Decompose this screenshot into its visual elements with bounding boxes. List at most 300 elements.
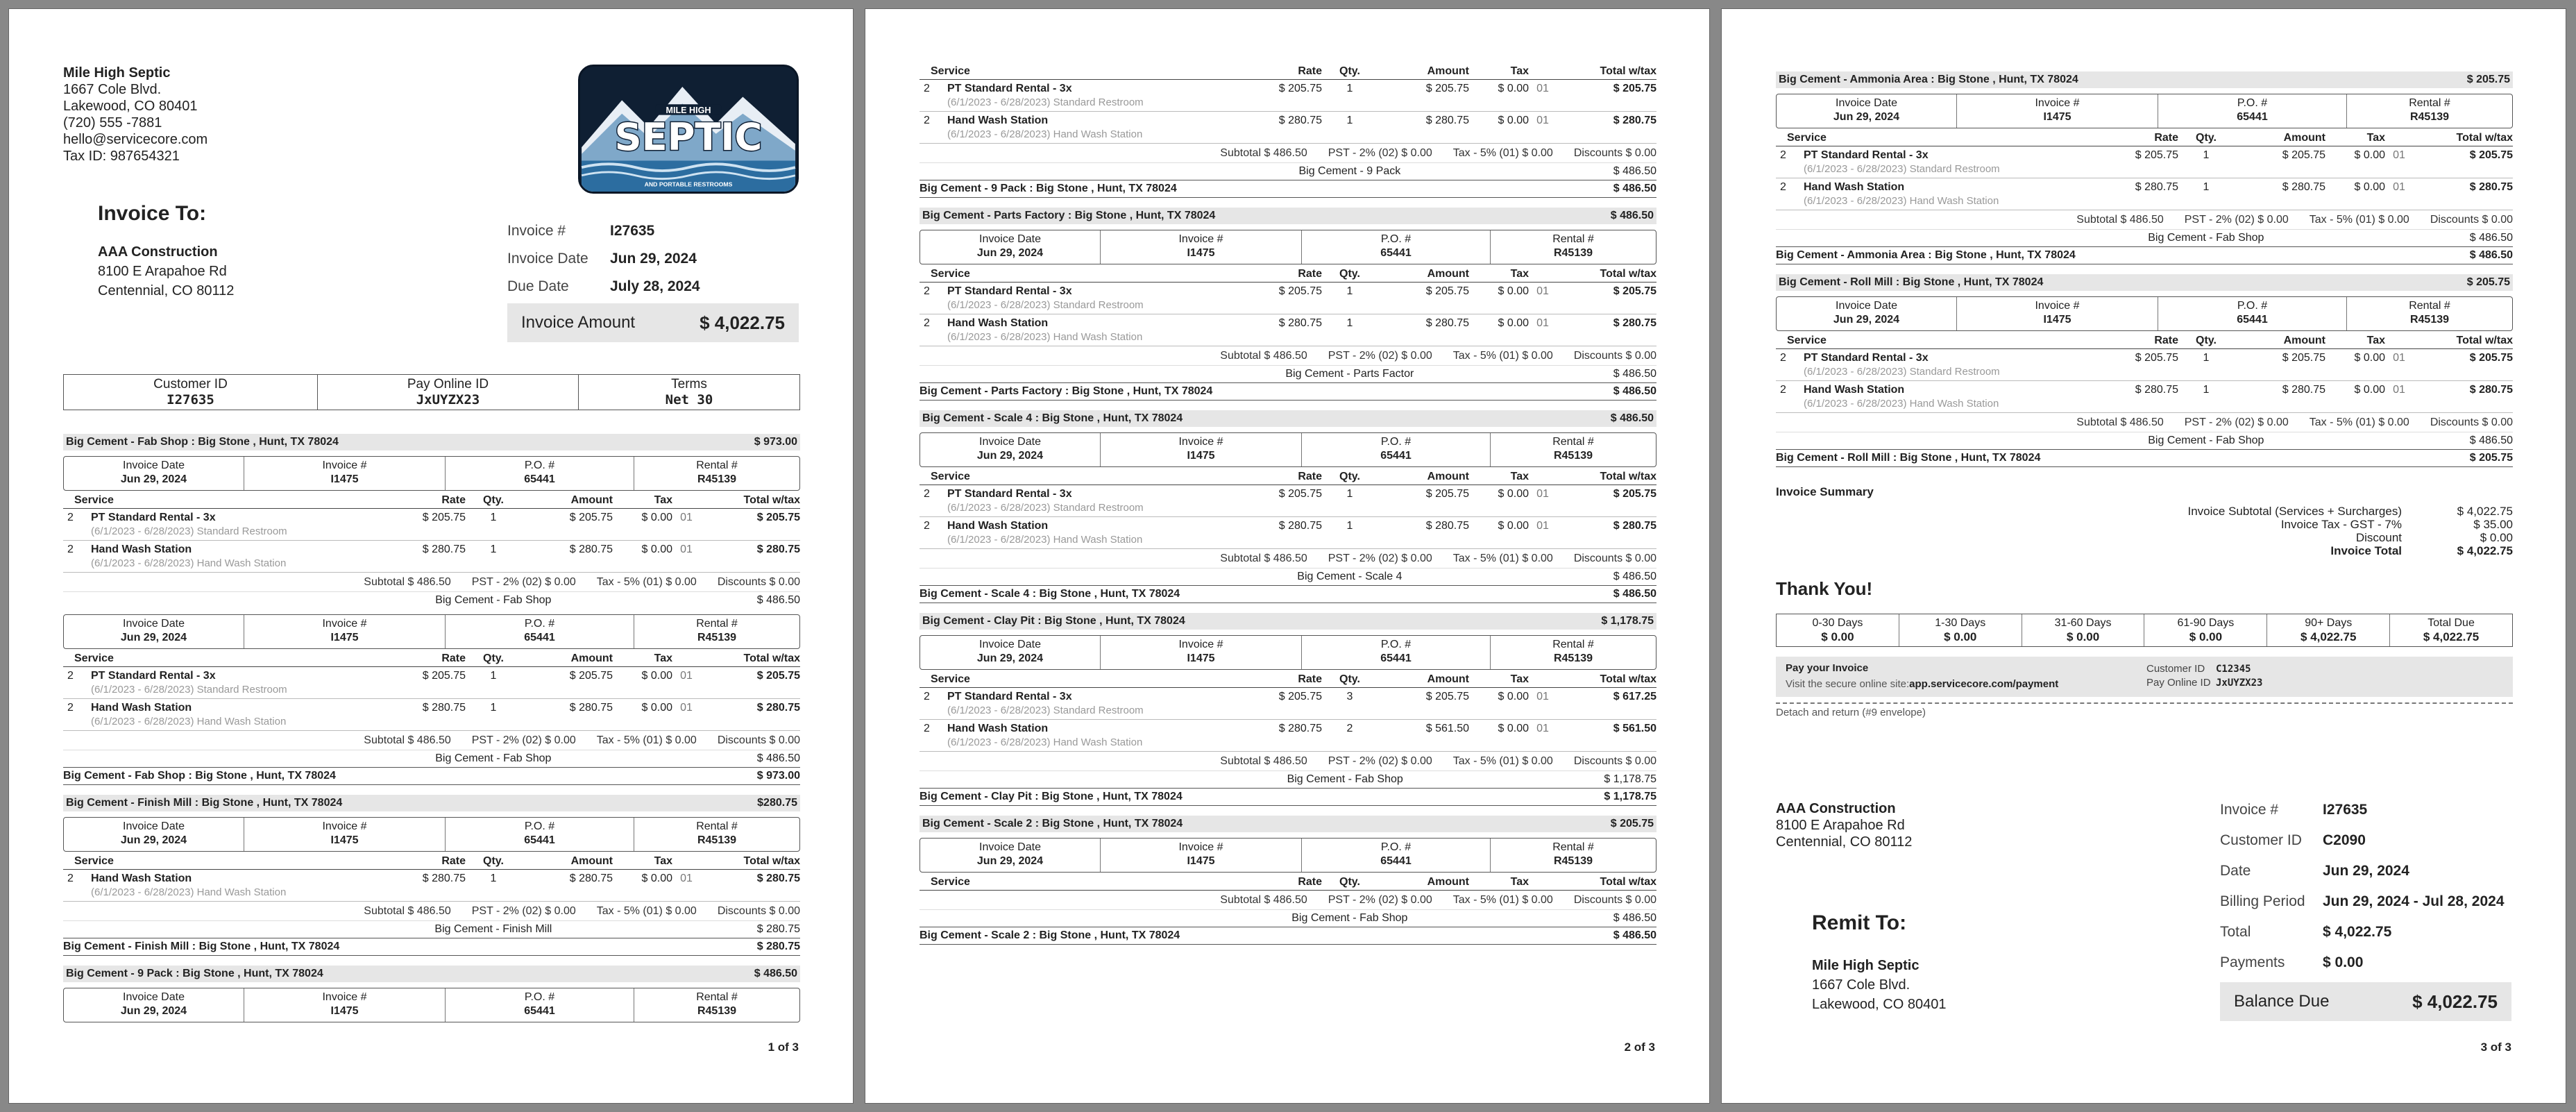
service-total: $ 280.75 [756,873,800,884]
invoice-number: I27635 [610,223,655,239]
summary-value: $ 35.00 [2473,518,2513,531]
subtotal: Subtotal $ 486.50 [364,734,451,746]
service-qty: 3 [1346,691,1353,702]
tax: Tax - 5% (01) $ 0.00 [1452,755,1553,767]
group-name: Big Cement - Fab Shop [435,752,552,764]
location-end-total: $ 486.50 [1613,929,1656,941]
service-amount: $ 280.75 [1425,520,1469,532]
group-amount: $ 486.50 [1613,165,1656,177]
discounts: Discounts $ 0.00 [717,575,800,588]
remit-street: 1667 Cole Blvd. [1812,977,1910,993]
customer-id-row [63,374,800,410]
logo-sub-text: AND PORTABLE RESTROOMS [644,180,733,188]
table-row: 2 Hand Wash Station (6/1/2023 - 6/28/2023) Hand Wash Station $ 280.75 1 $ 280.75 $ 0.00 01 $ 280.75 [63,699,800,731]
col-total: Total w/tax [1600,673,1656,685]
service-tax-code: 01 [680,512,693,523]
service-qty: 1 [2203,181,2210,193]
col-qty: Qty. [483,652,504,664]
info-label: Invoice Date [979,233,1041,245]
service-period: (6/1/2023 - 6/28/2023) Hand Wash Station [947,534,1143,546]
col-tax: Tax [1510,673,1529,685]
meta-label: Invoice Date [507,251,588,267]
location-name: Big Cement - Fab Shop [63,770,185,782]
aging-label: 61-90 Days [2177,617,2235,629]
service-amount: $ 205.75 [1425,285,1469,297]
group-name: Big Cement - Fab Shop [435,594,552,606]
info-invoice-number: I1475 [1187,450,1215,462]
info-po-number: 65441 [1380,450,1412,462]
invoice-meta [507,217,700,301]
group-total-row [63,750,800,767]
pay-online-id-label: Pay Online ID [407,377,489,391]
service-rate: $ 280.75 [422,544,466,555]
meta-label: Invoice # [507,223,566,239]
service-tax: $ 0.00 [1498,488,1529,500]
location-end-row: Big Cement - 9 Pack : Big Stone , Hunt, TX 78024 $ 486.50 [920,180,1656,198]
info-rental-number: R45139 [697,473,737,485]
service-rate: $ 280.75 [422,702,466,714]
service-rate: $ 280.75 [2135,181,2178,193]
service-rate: $ 205.75 [2135,149,2178,161]
service-name: Hand Wash Station [947,317,1049,329]
balance-due-box [2220,982,2511,1021]
col-qty: Qty. [1339,876,1360,888]
col-service: Service [1787,132,1827,144]
info-rental-number: R45139 [2409,314,2450,326]
location-address: Big Stone , Hunt, TX 78024 [198,941,340,952]
location-header: Big Cement - Fab Shop : Big Stone , Hunt, TX 78024 $ 973.00 [63,434,800,450]
location-end-row: Big Cement - Roll Mill : Big Stone , Hunt, TX 78024 $ 205.75 [1776,449,2513,467]
aging-label: 1-30 Days [1935,617,1986,629]
invoice-summary-table [1776,505,2513,557]
service-qty: 1 [2203,149,2210,161]
pst: PST - 2% (02) $ 0.00 [1328,146,1432,159]
payment-url-link[interactable]: app.servicecore.com/payment [1909,678,2059,690]
service-tax: $ 0.00 [2354,352,2385,364]
info-invoice-number: I1475 [1187,247,1215,259]
company-logo [578,65,799,194]
service-total: $ 280.75 [756,702,800,714]
group-amount: $ 486.50 [756,752,800,764]
remit-customer-street: 8100 E Arapahoe Rd [1776,818,1905,833]
info-label: Rental # [696,820,738,832]
service-total: $ 280.75 [2469,181,2513,193]
service-amount: $ 205.75 [2282,352,2325,364]
tax: Tax - 5% (01) $ 0.00 [596,575,697,588]
remit-meta-label: Payments [2220,954,2285,970]
col-service: Service [931,268,970,280]
service-table-header [63,649,800,667]
service-name: PT Standard Rental - 3x [947,83,1072,94]
info-label: Invoice Date [979,436,1041,448]
service-rate: $ 205.75 [2135,352,2178,364]
location-header: Big Cement - Parts Factory : Big Stone , Hunt, TX 78024 $ 486.50 [920,208,1656,224]
aging-label: Total Due [2427,617,2475,629]
invoice-amount-value: $ 4,022.75 [700,312,785,333]
location-name: Big Cement - Scale 4 [920,588,1030,600]
location-total: $ 486.50 [754,968,797,979]
info-label: Rental # [1552,841,1594,853]
service-total: $ 205.75 [756,512,800,523]
service-name: Hand Wash Station [947,520,1049,532]
info-date: Jun 29, 2024 [120,834,187,846]
table-row: 2 PT Standard Rental - 3x (6/1/2023 - 6/28/2023) Standard Restroom $ 205.75 1 $ 205.75 $ 0.00 01 $ 205.75 [1776,146,2513,178]
balance-due-value: $ 4,022.75 [2412,991,2498,1012]
location-end-row: Big Cement - Scale 4 : Big Stone , Hunt, TX 78024 $ 486.50 [920,585,1656,603]
discounts: Discounts $ 0.00 [2430,213,2513,226]
col-total: Total w/tax [2456,335,2513,346]
table-row: 2 PT Standard Rental - 3x (6/1/2023 - 6/28/2023) Standard Restroom $ 205.75 1 $ 205.75 $ 0.00 01 $ 205.75 [920,485,1656,517]
col-tax: Tax [2366,132,2385,144]
info-label: Rental # [696,991,738,1003]
detach-line [1776,702,2513,704]
service-period: (6/1/2023 - 6/28/2023) Hand Wash Station [947,331,1143,343]
location-end-row: Big Cement - Parts Factory : Big Stone , Hunt, TX 78024 $ 486.50 [920,382,1656,401]
bill-to-name: AAA Construction [98,244,218,260]
table-row: 2 Hand Wash Station (6/1/2023 - 6/28/2023) Hand Wash Station $ 280.75 1 $ 280.75 $ 0.00 01 $ 280.75 [63,541,800,573]
col-service: Service [931,471,970,482]
info-po-number: 65441 [524,473,555,485]
col-amount: Amount [570,494,613,506]
col-qty: Qty. [1339,268,1360,280]
info-label: Rental # [2409,300,2450,312]
aging-value: $ 0.00 [2066,630,2100,643]
service-period: (6/1/2023 - 6/28/2023) Standard Restroom [947,299,1144,311]
location-name: Big Cement - 9 Pack [66,968,173,979]
service-tax: $ 0.00 [1498,723,1529,734]
service-amount: $ 205.75 [569,512,613,523]
info-invoice-number: I1475 [2043,111,2071,123]
col-total: Total w/tax [743,855,800,867]
col-amount: Amount [570,652,613,664]
info-label: P.O. # [2237,97,2268,109]
info-invoice-number: I1475 [330,632,359,643]
info-label: Invoice Date [1836,300,1897,312]
info-label: Rental # [2409,97,2450,109]
service-total: $ 205.75 [1613,285,1656,297]
service-name: PT Standard Rental - 3x [91,670,216,682]
service-qty: 1 [1346,317,1353,329]
col-rate: Rate [1298,876,1322,888]
location-address: Big Stone , Hunt, TX 78024 [1044,615,1185,627]
table-row: 2 Hand Wash Station (6/1/2023 - 6/28/2023) Hand Wash Station $ 280.75 1 $ 280.75 $ 0.00 01 $ 280.75 [920,314,1656,346]
service-table-header [63,491,800,509]
service-amount: $ 561.50 [1425,723,1469,734]
location-end-row: Big Cement - Scale 2 : Big Stone , Hunt, TX 78024 $ 486.50 [920,927,1656,945]
service-tax-code: 01 [680,873,693,884]
service-total: $ 205.75 [1613,488,1656,500]
subtotal: Subtotal $ 486.50 [1220,552,1307,564]
service-rate: $ 205.75 [1278,691,1322,702]
remit-meta-value: $ 4,022.75 [2323,924,2392,940]
info-date: Jun 29, 2024 [1833,314,1900,326]
col-rate: Rate [2154,335,2178,346]
remit-meta-label: Customer ID [2220,832,2302,848]
subtotal-row [920,752,1656,771]
info-date: Jun 29, 2024 [120,473,187,485]
table-row: 2 PT Standard Rental - 3x (6/1/2023 - 6/28/2023) Standard Restroom $ 205.75 1 $ 205.75 $ 0.00 01 $ 205.75 [920,283,1656,314]
invoice-info-box [63,817,800,852]
location-name: Big Cement - 9 Pack [920,183,1026,194]
subtotal: Subtotal $ 486.50 [2076,213,2164,226]
location-end-row: Big Cement - Clay Pit : Big Stone , Hunt, TX 78024 $ 1,178.75 [920,788,1656,806]
info-label: Invoice # [322,820,367,832]
aging-value: $ 0.00 [2189,630,2223,643]
col-tax: Tax [1510,65,1529,77]
service-tax-code: 01 [1536,520,1549,532]
summary-value: $ 4,022.75 [2457,544,2513,557]
info-label: Invoice # [322,991,367,1003]
table-row: 2 Hand Wash Station (6/1/2023 - 6/28/2023) Hand Wash Station $ 280.75 1 $ 280.75 $ 0.00 01 $ 280.75 [920,112,1656,144]
info-label: Invoice Date [979,841,1041,853]
service-tax: $ 0.00 [641,702,672,714]
table-row: 2 PT Standard Rental - 3x (6/1/2023 - 6/28/2023) Standard Restroom $ 205.75 3 $ 205.75 $ 0.00 01 $ 617.25 [920,688,1656,720]
location-address: Big Stone , Hunt, TX 78024 [1042,412,1183,424]
location-end-total: $ 486.50 [2469,249,2513,261]
pay-online-id-value: JxUYZX23 [416,392,480,407]
location-total: $ 1,178.75 [1601,615,1654,627]
service-total: $ 280.75 [1613,520,1656,532]
group-name: Big Cement - Fab Shop [1291,912,1408,924]
service-tax-code: 01 [1536,317,1549,329]
col-total: Total w/tax [1600,268,1656,280]
info-date: Jun 29, 2024 [976,450,1044,462]
remit-meta-value: Jun 29, 2024 [2323,863,2409,879]
aging-value: $ 0.00 [1821,630,1854,643]
invoice-info-box [63,614,800,649]
col-rate: Rate [441,855,466,867]
service-name: Hand Wash Station [1804,181,1905,193]
pst: PST - 2% (02) $ 0.00 [2184,416,2289,428]
page2-sections [920,62,1656,945]
remit-to-heading: Remit To: [1812,911,1907,934]
group-total-row [920,568,1656,585]
service-amount: $ 280.75 [569,702,613,714]
terms-label: Terms [671,377,707,391]
info-label: Invoice Date [123,820,185,832]
info-label: P.O. # [1380,436,1412,448]
service-total: $ 205.75 [2469,149,2513,161]
group-amount: $ 486.50 [1613,912,1656,924]
service-amount: $ 205.75 [2282,149,2325,161]
pay-customer-id-label: Customer ID [2146,663,2205,675]
page-number: 1 of 3 [768,1041,799,1054]
bill-to-street: 8100 E Arapahoe Rd [98,264,227,279]
discounts: Discounts $ 0.00 [1573,552,1656,564]
remit-to-address [1812,956,1946,1014]
info-date: Jun 29, 2024 [976,652,1044,664]
remit-city: Lakewood, CO 80401 [1812,997,1947,1012]
col-rate: Rate [1298,471,1322,482]
service-amount: $ 280.75 [1425,115,1469,126]
location-total: $ 205.75 [2466,74,2510,85]
service-tax: $ 0.00 [1498,317,1529,329]
location-end-total: $ 1,178.75 [1604,791,1656,802]
service-period: (6/1/2023 - 6/28/2023) Hand Wash Station [1804,398,1999,410]
invoice-info-box [920,432,1656,467]
col-total: Total w/tax [743,494,800,506]
service-amount: $ 280.75 [569,873,613,884]
info-rental-number: R45139 [697,632,737,643]
service-name: Hand Wash Station [947,115,1049,126]
col-amount: Amount [1427,471,1469,482]
location-name: Big Cement - Finish Mill [63,941,189,952]
info-label: Invoice # [1178,841,1223,853]
info-label: Rental # [1552,639,1594,650]
pst: PST - 2% (02) $ 0.00 [1328,349,1432,362]
subtotal-row [920,549,1656,568]
pst: PST - 2% (02) $ 0.00 [1328,755,1432,767]
logo-main-text: SEPTIC [614,115,763,160]
location-total: $ 486.50 [1610,412,1654,424]
group-name: Big Cement - Fab Shop [2148,435,2264,446]
info-po-number: 65441 [2237,314,2268,326]
pay-invoice-box [1776,657,2513,697]
col-tax: Tax [654,855,672,867]
service-amount: $ 205.75 [1425,83,1469,94]
col-rate: Rate [1298,268,1322,280]
info-invoice-number: I1475 [2043,314,2071,326]
invoice-info-box [1776,94,2513,128]
subtotal: Subtotal $ 486.50 [364,575,451,588]
col-qty: Qty. [2196,132,2217,144]
service-name: Hand Wash Station [91,873,192,884]
service-table-header [920,670,1656,688]
subtotal-row [920,346,1656,366]
info-label: P.O. # [1380,233,1412,245]
pay-invoice-text: Visit the secure online site: [1786,678,1910,690]
service-rate: $ 205.75 [1278,488,1322,500]
page-number: 2 of 3 [1624,1041,1655,1054]
invoice-to-heading: Invoice To: [98,202,207,225]
info-label: Invoice # [1178,436,1223,448]
discounts: Discounts $ 0.00 [717,904,800,917]
location-header: Big Cement - 9 Pack : Big Stone , Hunt, TX 78024 $ 486.50 [63,966,800,982]
col-qty: Qty. [2196,335,2217,346]
location-end-row: Big Cement - Ammonia Area : Big Stone , Hunt, TX 78024 $ 486.50 [1776,246,2513,264]
location-end-row: Big Cement - Fab Shop : Big Stone , Hunt, TX 78024 $ 973.00 [63,767,800,785]
group-name: Big Cement - Parts Factor [1285,368,1414,380]
col-amount: Amount [570,855,613,867]
summary-label: Invoice Total [2330,544,2402,557]
info-label: Rental # [1552,233,1594,245]
service-tax: $ 0.00 [641,544,672,555]
service-qty: 1 [2203,384,2210,396]
service-qty: 2 [1346,723,1353,734]
service-period: (6/1/2023 - 6/28/2023) Standard Restroom [91,684,287,696]
service-rate: $ 205.75 [422,670,466,682]
service-rate: $ 280.75 [2135,384,2178,396]
group-name: Big Cement - 9 Pack [1298,165,1401,177]
location-end-total: $ 205.75 [2469,452,2513,464]
remit-meta-label: Billing Period [2220,893,2305,909]
service-tax: $ 0.00 [1498,285,1529,297]
info-label: P.O. # [524,991,555,1003]
info-po-number: 65441 [524,834,555,846]
group-amount: $ 486.50 [1613,571,1656,582]
summary-label: Invoice Tax - GST - 7% [2280,518,2402,531]
service-name: PT Standard Rental - 3x [1804,352,1929,364]
remit-name: Mile High Septic [1812,958,1920,973]
summary-value: $ 4,022.75 [2457,505,2513,518]
info-label: Invoice Date [123,460,185,471]
service-period: (6/1/2023 - 6/28/2023) Standard Restroom [947,502,1144,514]
location-header: Big Cement - Scale 2 : Big Stone , Hunt, TX 78024 $ 205.75 [920,816,1656,832]
info-label: P.O. # [1380,639,1412,650]
group-total-row [920,366,1656,382]
service-tax-code: 01 [1536,723,1549,734]
col-tax: Tax [1510,471,1529,482]
location-name: Big Cement - Clay Pit [922,615,1035,627]
service-rate: $ 280.75 [1278,115,1322,126]
pst: PST - 2% (02) $ 0.00 [1328,893,1432,906]
service-rate: $ 205.75 [1278,285,1322,297]
remit-meta-value: $ 0.00 [2323,954,2364,970]
col-rate: Rate [2154,132,2178,144]
info-rental-number: R45139 [697,1005,737,1017]
pst: PST - 2% (02) $ 0.00 [471,904,576,917]
location-header: Big Cement - Ammonia Area : Big Stone , Hunt, TX 78024 $ 205.75 [1776,71,2513,88]
service-table-header [920,62,1656,80]
service-qty: 1 [2203,352,2210,364]
info-invoice-number: I1475 [330,473,359,485]
info-rental-number: R45139 [1553,855,1593,867]
info-rental-number: R45139 [1553,450,1593,462]
location-name: Big Cement - Scale 2 [922,818,1033,829]
remit-meta-label: Total [2220,924,2251,940]
info-po-number: 65441 [1380,652,1412,664]
subtotal-row [63,731,800,750]
remit-meta-label: Date [2220,863,2251,879]
service-tax: $ 0.00 [1498,520,1529,532]
location-address: Big Stone , Hunt, TX 78024 [1042,818,1183,829]
info-date: Jun 29, 2024 [120,1005,187,1017]
service-name: PT Standard Rental - 3x [947,488,1072,500]
pst: PST - 2% (02) $ 0.00 [2184,213,2289,226]
service-qty: 1 [490,873,497,884]
discounts: Discounts $ 0.00 [1573,893,1656,906]
location-total: $280.75 [757,797,797,809]
location-name: Big Cement - Clay Pit [920,791,1032,802]
service-total: $ 617.25 [1613,691,1656,702]
company-email: hello@servicecore.com [63,132,208,147]
pay-online-id-value: JxUYZX23 [2216,677,2263,689]
invoice-page-3 [1721,8,2566,1104]
group-total-row [1776,230,2513,246]
page3-sections [1776,62,2513,718]
info-date: Jun 29, 2024 [1833,111,1900,123]
service-tax: $ 0.00 [1498,83,1529,94]
remit-meta-label: Invoice # [2220,802,2279,818]
location-address: Big Stone , Hunt, TX 78024 [198,436,339,448]
location-address: Big Stone , Hunt, TX 78024 [1036,183,1177,194]
info-label: P.O. # [524,820,555,832]
service-tax: $ 0.00 [641,512,672,523]
info-rental-number: R45139 [2409,111,2450,123]
info-invoice-number: I1475 [1187,652,1215,664]
col-service: Service [74,494,114,506]
location-address: Big Stone , Hunt, TX 78024 [1074,210,1216,221]
service-name: Hand Wash Station [91,544,192,555]
info-invoice-number: I1475 [330,1005,359,1017]
info-label: Invoice # [322,618,367,630]
service-name: Hand Wash Station [91,702,192,714]
service-tax-code: 01 [1536,691,1549,702]
col-total: Total w/tax [1600,65,1656,77]
col-qty: Qty. [1339,673,1360,685]
invoice-page-2 [865,8,1710,1104]
group-total-row [1776,432,2513,449]
